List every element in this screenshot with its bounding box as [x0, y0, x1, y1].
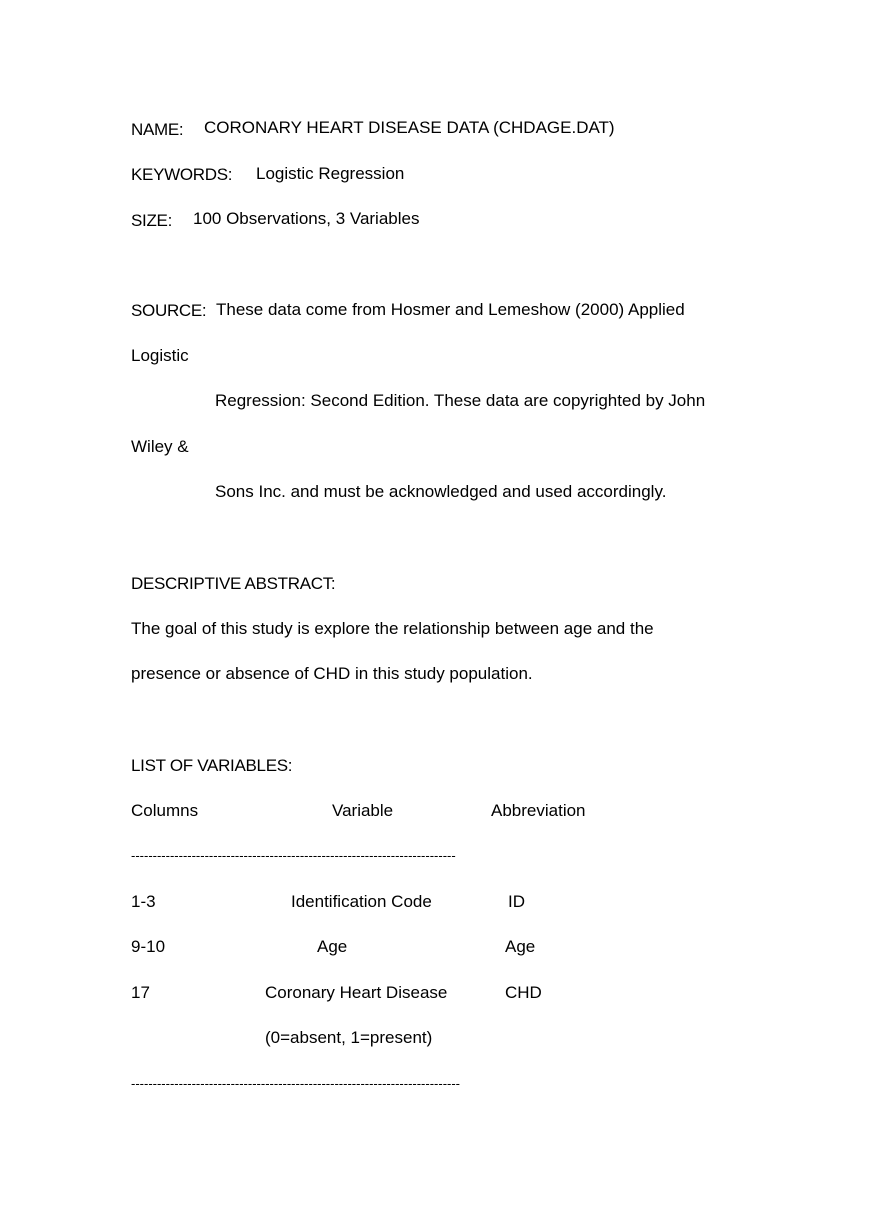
row-2-columns: 9-10	[131, 937, 166, 956]
row-3-note: (0=absent, 1=present)	[265, 1028, 433, 1047]
row-2-variable: Age	[317, 937, 348, 956]
source-label: SOURCE:	[131, 301, 207, 320]
size-label: SIZE:	[131, 211, 173, 230]
abstract-line-2: presence or absence of CHD in this study population.	[131, 664, 533, 683]
keywords-value: Logistic Regression	[256, 164, 405, 183]
source-line-1: These data come from Hosmer and Lemeshow (2000) Applied	[216, 300, 685, 319]
name-label: NAME:	[131, 120, 184, 139]
rule-top: ---------------------------------------------------------------------------	[131, 848, 456, 863]
row-1-variable: Identification Code	[291, 892, 432, 911]
rule-bottom: ----------------------------------------------------------------------------	[131, 1076, 461, 1091]
source-line-5: Sons Inc. and must be acknowledged and used accordingly.	[215, 482, 667, 501]
source-line-4: Wiley &	[131, 437, 189, 456]
abstract-label: DESCRIPTIVE ABSTRACT:	[131, 574, 336, 593]
header-variable: Variable	[332, 801, 394, 820]
variables-label: LIST OF VARIABLES:	[131, 756, 293, 775]
header-abbreviation: Abbreviation	[491, 801, 586, 820]
row-3-columns: 17	[131, 983, 150, 1002]
row-1-columns: 1-3	[131, 892, 156, 911]
header-columns: Columns	[131, 801, 199, 820]
row-3-abbreviation: CHD	[505, 983, 542, 1002]
row-1-abbreviation: ID	[508, 892, 525, 911]
row-3-variable: Coronary Heart Disease	[265, 983, 448, 1002]
row-2-abbreviation: Age	[505, 937, 536, 956]
abstract-line-1: The goal of this study is explore the relationship between age and the	[131, 619, 654, 638]
source-line-3: Regression: Second Edition. These data are copyrighted by John	[215, 391, 706, 410]
source-line-2: Logistic	[131, 346, 189, 365]
name-value: CORONARY HEART DISEASE DATA (CHDAGE.DAT)	[204, 118, 615, 137]
keywords-label: KEYWORDS:	[131, 165, 233, 184]
size-value: 100 Observations, 3 Variables	[193, 209, 420, 228]
